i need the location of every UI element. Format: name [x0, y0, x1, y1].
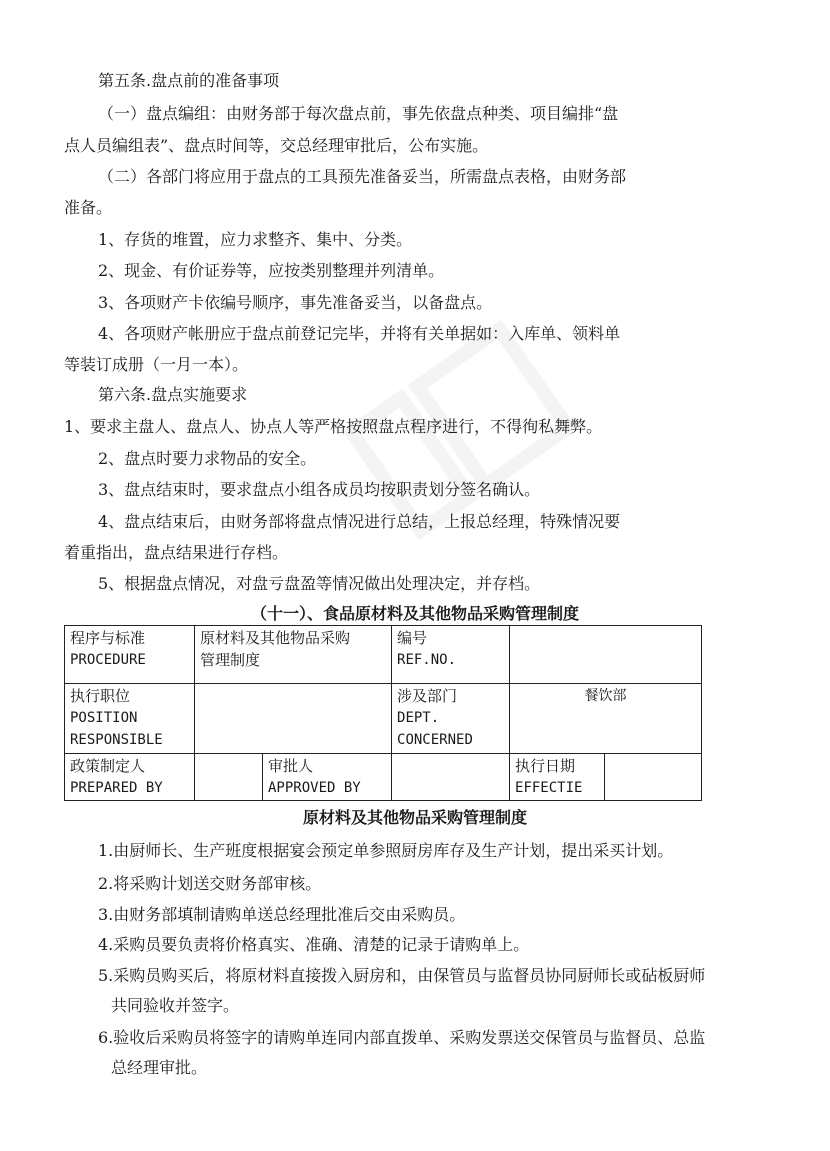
chapter-title: （十一）、食品原材料及其他物品采购管理制度 [250, 604, 579, 623]
procedure-label-cn: 程序与标准 [70, 629, 146, 647]
section5-para1-line2: 点人员编组表”、盘点时间等，交总经理审批后，公布实施。 [64, 136, 489, 155]
position-value-cell [195, 684, 392, 754]
section5-para1-line1: （一）盘点编组：由财务部于每次盘点前，事先依盘点种类、项目编排“盘 [98, 104, 619, 123]
ref-label-en: REF.NO. [397, 652, 457, 668]
ref-value-cell [510, 626, 702, 684]
effective-label-cell [510, 754, 605, 801]
dept-value: 餐饮部 [584, 688, 627, 704]
section6-item4-line1: 4、盘点结束后，由财务部将盘点情况进行总结，上报总经理，特殊情况要 [98, 512, 621, 531]
position-label-cn: 执行职位 [70, 687, 131, 705]
position-label-en1: POSITION [70, 710, 138, 726]
procedure-value-cell [195, 626, 392, 684]
section5-para2-line1: （二）各部门将应用于盘点的工具预先准备妥当，所需盘点表格，由财务部 [98, 167, 627, 186]
section6-item2: 2、盘点时要力求物品的安全。 [98, 449, 317, 468]
ref-label-cn: 编号 [397, 629, 428, 647]
policy-item2: 2.将采购计划送交财务部审核。 [98, 874, 322, 893]
effective-label-cn: 执行日期 [515, 757, 576, 775]
procedure-value-line2: 管理制度 [200, 651, 261, 669]
approved-label-cn: 审批人 [268, 757, 314, 775]
section5-heading: 第五条.盘点前的准备事项 [98, 71, 280, 90]
policy-item6-line1: 6.验收后采购员将签字的请购单连同内部直拨单、采购发票送交保管员与监督员、总监 [98, 1028, 706, 1047]
section6-item4-line2: 着重指出，盘点结果进行存档。 [64, 543, 289, 562]
dept-label-en2: CONCERNED [397, 732, 473, 748]
policy-item3: 3.由财务部填制请购单送总经理批准后交由采购员。 [98, 905, 466, 924]
policy-item4: 4.采购员要负责将价格真实、准确、清楚的记录于请购单上。 [98, 935, 530, 954]
approved-value-cell [392, 754, 510, 801]
procedure-label-cell [65, 626, 195, 684]
policy-title: 原材料及其他物品采购管理制度 [302, 808, 527, 827]
dept-label-cell [392, 684, 510, 754]
section5-item3: 3、各项财产卡依编号顺序，事先准备妥当，以备盘点。 [98, 293, 493, 312]
section5-para2-line2: 准备。 [64, 198, 113, 217]
effective-label-en: EFFECTIE [515, 780, 583, 796]
dept-label-en1: DEPT. [397, 710, 440, 726]
section5-item4-line2: 等装订成册（一月一本）。 [64, 355, 249, 374]
section6-item5: 5、根据盘点情况，对盘亏盘盈等情况做出处理决定，并存档。 [98, 574, 541, 593]
section6-heading: 第六条.盘点实施要求 [98, 385, 248, 404]
prepared-label-cn: 政策制定人 [70, 757, 146, 775]
section6-item3: 3、盘点结束时，要求盘点小组各成员均按职责划分签名确认。 [98, 480, 541, 499]
approved-label-cell [263, 754, 392, 801]
policy-item1: 1.由厨师长、生产班度根据宴会预定单参照厨房库存及生产计划，提出采买计划。 [98, 841, 674, 860]
prepared-label-cell [65, 754, 195, 801]
prepared-label-en: PREPARED BY [70, 780, 163, 796]
procedure-label-en: PROCEDURE [70, 652, 146, 668]
ref-label-cell [392, 626, 510, 684]
policy-item6-line2: 总经理审批。 [111, 1058, 208, 1077]
section5-item1: 1、存货的堆置，应力求整齐、集中、分类。 [98, 230, 413, 249]
approved-label-en: APPROVED BY [268, 780, 361, 796]
section5-item2: 2、现金、有价证券等，应按类别整理并列清单。 [98, 261, 445, 280]
position-label-en2: RESPONSIBLE [70, 732, 163, 748]
section6-item1: 1、要求主盘人、盘点人、协点人等严格按照盘点程序进行，不得徇私舞弊。 [64, 417, 603, 436]
procedure-value-line1: 原材料及其他物品采购 [200, 629, 351, 647]
dept-value-cell [510, 684, 702, 754]
policy-item5-line1: 5.采购员购买后，将原材料直接拨入厨房和，由保管员与监督员协同厨师长或砧板厨师 [98, 966, 706, 985]
procedure-info-table [64, 625, 702, 801]
position-label-cell [65, 684, 195, 754]
section5-item4-line1: 4、各项财产帐册应于盘点前登记完毕，并将有关单据如：入库单、领料单 [98, 324, 621, 343]
policy-item5-line2: 共同验收并签字。 [111, 996, 240, 1015]
dept-label-cn: 涉及部门 [397, 687, 458, 705]
prepared-value-cell [195, 754, 263, 801]
effective-value-cell [605, 754, 702, 801]
